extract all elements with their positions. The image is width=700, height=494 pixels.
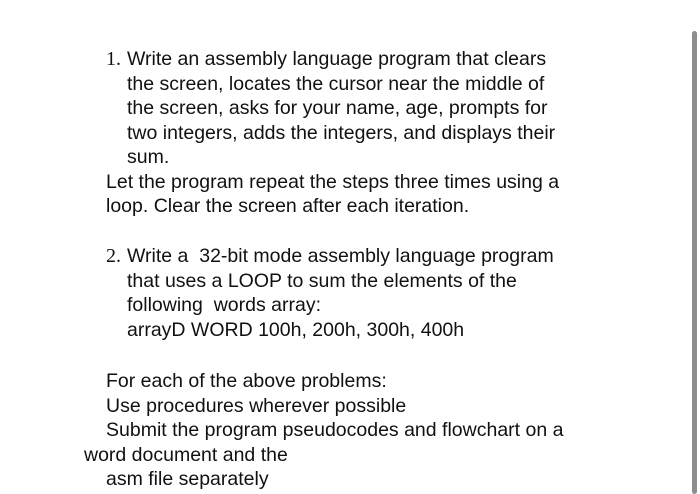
instructions-block — [0, 369, 660, 492]
question-2-number: 2. — [106, 245, 121, 267]
question-1-line: Write an assembly language program that clears — [127, 48, 547, 70]
question-2-line: that uses a LOOP to sum the elements of the — [127, 269, 517, 292]
question-2-text — [106, 244, 666, 342]
question-1-number: 1. — [106, 48, 121, 70]
instructions-line: Submit the program pseudocodes and flowchart on a — [106, 419, 564, 441]
question-2-line: following words array: — [127, 294, 321, 316]
question-1-line: the screen, locates the cursor near the middle of — [127, 72, 545, 95]
question-1-followup-line: Let the program repeat the steps three times using a — [106, 170, 560, 193]
question-1-line: sum. — [127, 146, 170, 168]
question-1-line: the screen, asks for your name, age, prompts for — [127, 97, 548, 119]
instructions-line: asm file separately — [106, 468, 269, 490]
question-2-code-line: arrayD WORD 100h, 200h, 300h, 400h — [127, 318, 465, 341]
vertical-scrollbar[interactable] — [692, 31, 697, 494]
instructions-line: Use procedures wherever possible — [106, 394, 407, 417]
instructions-line: word document and the — [84, 443, 288, 466]
question-1-text — [106, 47, 666, 170]
question-1-followup — [106, 170, 666, 219]
question-1-followup-line: loop. Clear the screen after each iteration. — [106, 195, 470, 217]
instructions-line: For each of the above problems: — [106, 370, 387, 392]
question-1-line: two integers, adds the integers, and displays their — [127, 121, 556, 144]
question-1 — [106, 47, 666, 219]
question-2 — [106, 244, 666, 342]
question-2-line: Write a 32-bit mode assembly language program — [127, 245, 554, 267]
